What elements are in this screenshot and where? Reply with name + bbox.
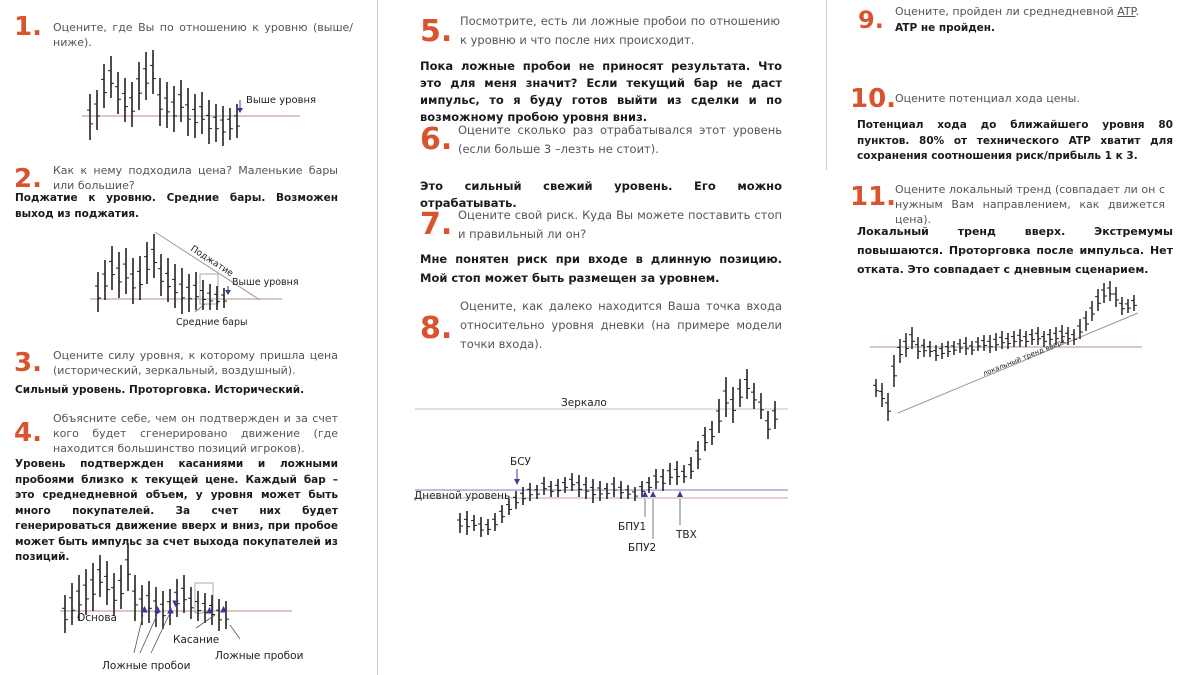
step-answer: Потенциал хода до ближайшего уровня 80 пунктов. 80% от технического ATP хватит для сохранения соотношения риск/прибыль 1 к 3. bbox=[857, 119, 1173, 162]
trend-line bbox=[155, 232, 260, 300]
step-number: 3. bbox=[14, 348, 42, 378]
step-question: Посмотрите, есть ли ложные пробои по отношению к уровню и что после них происходит. bbox=[460, 14, 780, 47]
chart-false-breakouts bbox=[55, 535, 355, 675]
step-answer: Уровень подтвержден касаниями и ложными пробоями близко к текущей цене. Каждый бар – это среднедневной объем, у уровня может быть много покупателей. За счет них будет генерироваться движение вверх и вниз, при пробое может быть импульс за счет выхода покупателей из позиций. bbox=[15, 458, 338, 563]
step-question: Оцените потенциал хода цены. bbox=[895, 92, 1080, 105]
step-number: 5. bbox=[420, 14, 453, 49]
step-number: 10. bbox=[850, 84, 897, 114]
step-question: Оцените сколько раз отрабатывался этот уровень (если больше 3 –лезть не стоит). bbox=[458, 123, 782, 156]
chart-local-trend bbox=[866, 275, 1166, 435]
step-number: 6. bbox=[420, 122, 453, 157]
step-answer: Это сильный свежий уровень. Его можно отрабатывать. bbox=[420, 179, 782, 210]
step-answer: Мне понятен риск при входе в длинную позицию. Мой стоп может быть размещен за уровнем. bbox=[420, 252, 782, 285]
step-answer: Сильный уровень. Проторговка. Исторический. bbox=[15, 384, 305, 396]
label-medium-bars: Средние бары bbox=[176, 317, 248, 328]
label-local-trend: локальный тренд вверх bbox=[981, 337, 1067, 378]
step-number: 11. bbox=[850, 182, 897, 212]
step-question: Оцените силу уровня, к которому пришла цена (исторический, зеркальный, воздушный). bbox=[53, 349, 338, 377]
step-question: Оцените свой риск. Куда Вы можете поставить стоп и правильный ли он? bbox=[458, 208, 782, 241]
step-question: Как к нему подходила цена? Маленькие бары или большие? bbox=[53, 164, 338, 192]
label-bsu: БСУ bbox=[510, 456, 531, 468]
label-squeeze: Поджатие bbox=[188, 244, 235, 280]
step-number: 7. bbox=[420, 207, 453, 242]
step-question: Оцените, как далеко находится Ваша точка входа относительно уровня дневки (на примере модели точки входа). bbox=[460, 299, 782, 351]
step-number: 9. bbox=[858, 6, 884, 34]
question-end: . bbox=[1135, 5, 1140, 18]
label-above-level: Выше уровня bbox=[232, 277, 299, 288]
step-question: Оцените локальный тренд (совпадает ли он с нужным Вам направлением, как движется цена). bbox=[895, 183, 1165, 226]
column-divider-left bbox=[377, 0, 378, 675]
atr-link[interactable]: ATP bbox=[1117, 5, 1136, 18]
label-touch: Касание bbox=[173, 634, 220, 646]
step-number: 1. bbox=[14, 12, 42, 42]
label-base: Основа bbox=[77, 612, 117, 624]
label-daily-level: Дневной уровень bbox=[414, 490, 511, 502]
chart-above-level bbox=[60, 42, 360, 152]
step-answer: Поджатие к уровню. Средние бары. Возможен выход из поджатия. bbox=[15, 192, 338, 220]
label-false-breakouts-left: Ложные пробои bbox=[102, 660, 191, 672]
column-divider-right bbox=[826, 0, 827, 170]
label-tvh: ТВХ bbox=[676, 529, 697, 541]
label-above-level: Выше уровня bbox=[246, 95, 317, 106]
step-number: 8. bbox=[420, 311, 453, 346]
arrowhead-icon bbox=[514, 479, 520, 485]
step-question: Оцените, где Вы по отношению к уровню (выше/ниже). bbox=[53, 21, 353, 49]
label-bpu1: БПУ1 bbox=[618, 521, 647, 533]
step-answer: ATP не пройден. bbox=[895, 22, 996, 34]
arrowhead-icon bbox=[225, 290, 231, 295]
step-answer: Локальный тренд вверх. Экстремумы повышаются. Проторговка после импульса. Нет отката. Это совпадает с дневным сценарием. bbox=[857, 225, 1173, 276]
step-question: Объясните себе, чем он подтвержден и за счет кого будет сгенерировано движение (где находится большинство позиций игроков). bbox=[53, 412, 338, 455]
chart-entry-model bbox=[410, 365, 790, 555]
arrowhead-icon bbox=[237, 108, 243, 113]
step-answer: Пока ложные пробои не приносят результата. Что это для меня значит? Если текущий бар не даст импульс, то я буду готов выйти из сделки и по возможному пробою уровня вниз. bbox=[420, 59, 782, 124]
label-bpu2: БПУ2 bbox=[628, 542, 657, 554]
step-number: 2. bbox=[14, 164, 42, 194]
chart-squeeze bbox=[60, 228, 360, 338]
step-question bbox=[895, 4, 1155, 19]
label-mirror: Зеркало bbox=[561, 397, 607, 409]
question-text: Оцените, пройден ли среднедневной bbox=[895, 5, 1118, 18]
label-false-breakouts-right: Ложные пробои bbox=[215, 650, 304, 662]
step-number: 4. bbox=[14, 418, 42, 448]
